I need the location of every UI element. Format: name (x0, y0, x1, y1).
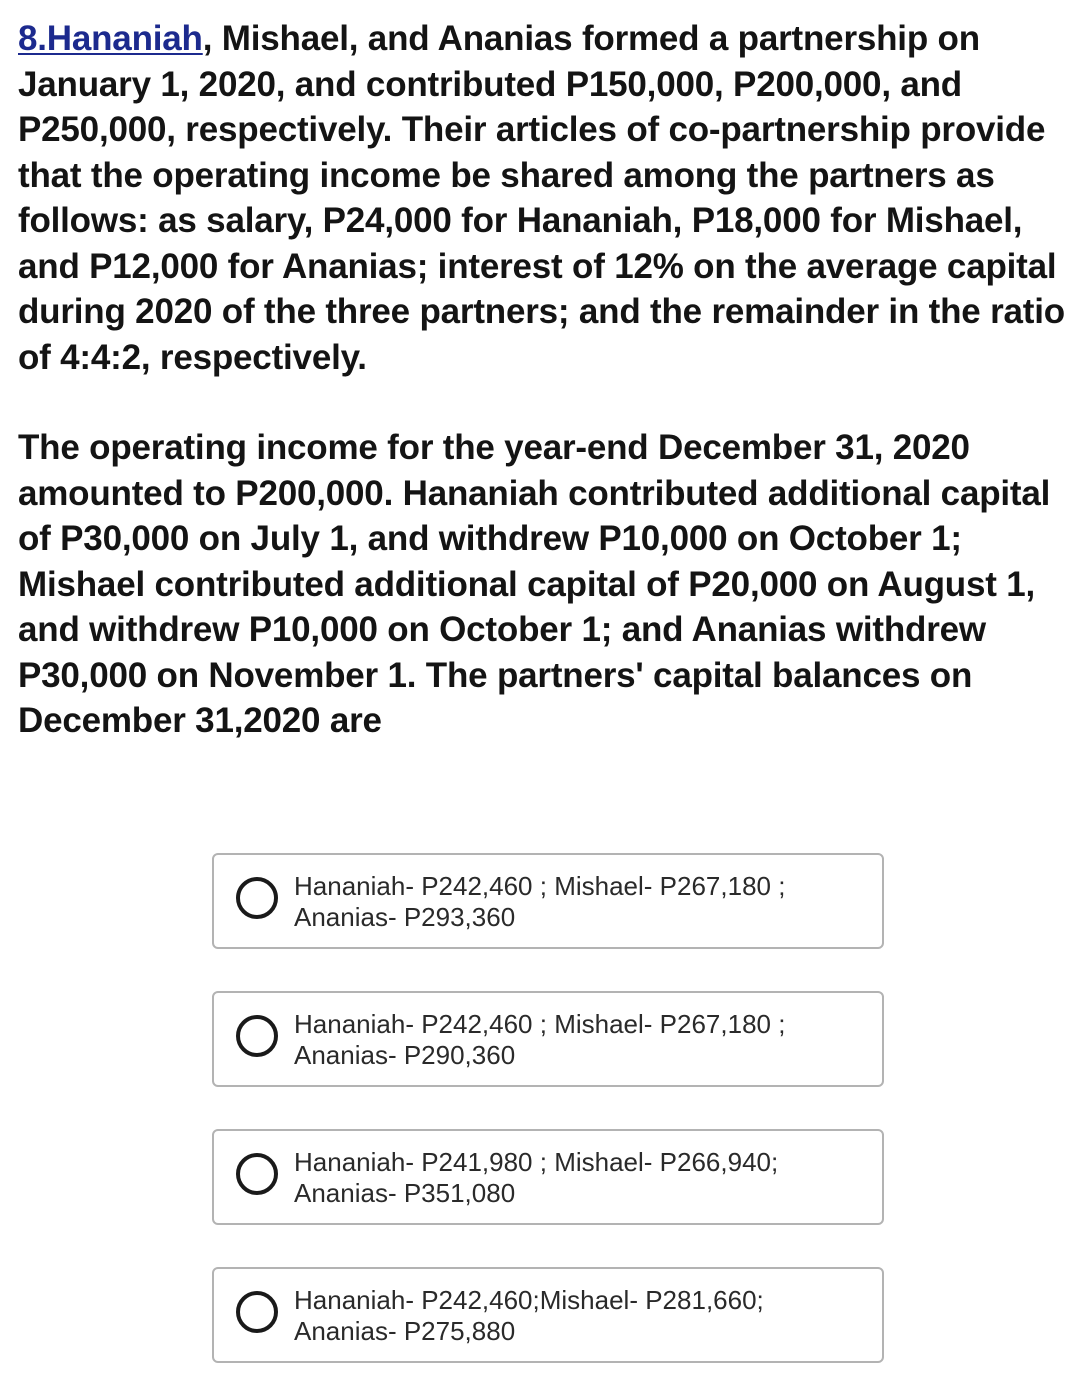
answer-option-1[interactable] (212, 853, 884, 949)
answer-option-line-1: Hananiah- P242,460 ; Mishael- P267,180 ; (294, 1009, 786, 1039)
question-text (18, 16, 1076, 744)
answer-option-line-2: Ananias- P351,080 (294, 1178, 516, 1208)
answer-option-label (294, 1285, 864, 1347)
radio-icon[interactable] (236, 877, 278, 919)
question-paragraph-1 (18, 16, 1076, 380)
radio-icon[interactable] (236, 1015, 278, 1057)
answer-option-label (294, 871, 864, 933)
radio-icon[interactable] (236, 1153, 278, 1195)
answer-option-3[interactable] (212, 1129, 884, 1225)
answer-option-2[interactable] (212, 991, 884, 1087)
answer-option-line-1: Hananiah- P242,460;Mishael- P281,660; (294, 1285, 764, 1315)
answer-option-line-2: Ananias- P290,360 (294, 1040, 516, 1070)
answer-option-line-1: Hananiah- P242,460 ; Mishael- P267,180 ; (294, 871, 786, 901)
question-number-link[interactable]: 8.Hananiah (18, 19, 203, 58)
answer-option-label (294, 1009, 864, 1071)
answer-option-line-2: Ananias- P275,880 (294, 1316, 516, 1346)
answer-option-4[interactable] (212, 1267, 884, 1363)
answer-option-line-2: Ananias- P293,360 (294, 902, 516, 932)
answer-option-label (294, 1147, 864, 1209)
question-paragraph-2: The operating income for the year-end December 31, 2020 amounted to P200,000. Hananiah contributed additional capital of P30,000 on July 1, and withdrew P10,000 on October 1; Mishael contributed additional capital of P20,000 on August 1, and withdrew P10,000 on October 1; and Ananias withdrew P30,000 on November 1. The partners' capital balances on December 31,2020 are (18, 428, 1051, 740)
answer-option-line-1: Hananiah- P241,980 ; Mishael- P266,940; (294, 1147, 779, 1177)
radio-icon[interactable] (236, 1291, 278, 1333)
question-paragraph-1-text: , Mishael, and Ananias formed a partnership on January 1, 2020, and contributed P150,000, P200,000, and P250,000, respectively. Their articles of co-partnership provide that the operating income be shared among the partners as follows: as salary, P24,000 for Hananiah, P18,000 for Mishael, and P12,000 for Ananias; interest of 12% on the average capital during 2020 of the three partners; and the remainder in the ratio of 4:4:2, respectively. (18, 19, 1065, 377)
